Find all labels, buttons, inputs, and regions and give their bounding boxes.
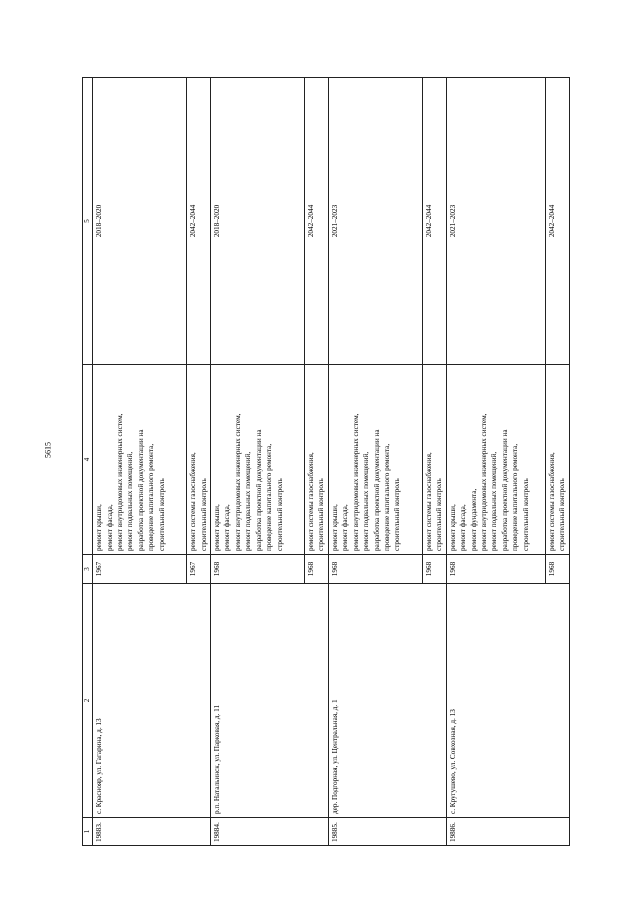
address-cell: дер. Подгорная, ул. Центральная, д. 1 (328, 584, 446, 818)
period-cell: 2018–2020 (210, 78, 304, 365)
work-item: ремонт внутридомовых инженерных систем, (351, 413, 360, 551)
column-header: 5 (83, 78, 93, 365)
period-cell: 2042–2044 (304, 78, 328, 365)
work-item: разработка проектной документации на (372, 429, 381, 551)
work-item: ремонт внутридомовых инженерных систем, (115, 413, 124, 551)
document-table-area (82, 78, 567, 846)
row-number: 19886. (446, 818, 569, 846)
page-number: 5615 (43, 442, 53, 458)
work-item: строительный контроль (157, 478, 166, 551)
period-cell: 2042–2044 (545, 78, 569, 365)
works-cell (545, 365, 569, 555)
work-item: разработка проектной документации на (254, 429, 263, 551)
row-number: 19883. (93, 818, 211, 846)
work-item: ремонт системы газоснабжения, (189, 452, 198, 551)
year-built-cell: 1968 (328, 555, 422, 584)
work-item: разработка проектной документации на (500, 429, 509, 551)
work-item: проведение капитального ремонта, (511, 443, 520, 551)
column-header: 3 (83, 555, 93, 584)
period-cell: 2021–2023 (446, 78, 545, 365)
work-item: ремонт крыши, (212, 504, 221, 551)
address-cell: с. Краснояр, ул. Гагарина, д. 13 (93, 584, 211, 818)
table-body (83, 78, 570, 846)
works-cell (328, 365, 422, 555)
work-item: проведение капитального ремонта, (383, 443, 392, 551)
year-built-cell: 1967 (93, 555, 187, 584)
work-item: ремонт внутридомовых инженерных систем, (233, 413, 242, 551)
period-cell: 2021–2023 (328, 78, 422, 365)
table-row (93, 78, 187, 846)
work-item: строительный контроль (275, 478, 284, 551)
year-built-cell: 1968 (304, 555, 328, 584)
works-cell (210, 365, 304, 555)
work-item: строительный контроль (393, 478, 402, 551)
address-cell: р.п. Натальинск, ул. Парковая, д. 11 (210, 584, 328, 818)
table-row (210, 78, 304, 846)
work-item: ремонт подвальных помещений, (362, 451, 371, 551)
year-built-cell: 1968 (545, 555, 569, 584)
work-item: ремонт подвальных помещений, (126, 451, 135, 551)
column-number-row (83, 78, 93, 846)
period-cell: 2018–2020 (93, 78, 187, 365)
works-cell (187, 365, 211, 555)
repair-schedule-table (82, 77, 570, 846)
work-item: ремонт системы газоснабжения, (424, 452, 433, 551)
address-cell: с. Кругушево, ул. Совхозная, д. 13 (446, 584, 569, 818)
row-number: 19885. (328, 818, 446, 846)
work-item: разработка проектной документации на (136, 429, 145, 551)
work-item: ремонт крыши, (330, 504, 339, 551)
work-item: ремонт фасада, (223, 504, 232, 551)
works-cell (422, 365, 446, 555)
work-item: ремонт фасада, (105, 504, 114, 551)
year-built-cell: 1968 (210, 555, 304, 584)
work-item: строительный контроль (435, 478, 444, 551)
work-item: ремонт подвальных помещений, (244, 451, 253, 551)
rotated-table-frame (82, 78, 567, 846)
work-item: ремонт крыши, (95, 504, 104, 551)
work-item: проведение капитального ремонта, (147, 443, 156, 551)
work-item: ремонт системы газоснабжения, (306, 452, 315, 551)
work-item: ремонт фундамента, (469, 488, 478, 551)
table-row (328, 78, 422, 846)
works-cell (93, 365, 187, 555)
year-built-cell: 1968 (446, 555, 545, 584)
work-item: строительный контроль (558, 478, 567, 551)
column-header: 1 (83, 818, 93, 846)
year-built-cell: 1967 (187, 555, 211, 584)
work-item: ремонт системы газоснабжения, (547, 452, 556, 551)
period-cell: 2042–2044 (187, 78, 211, 365)
column-header: 2 (83, 584, 93, 818)
work-item: строительный контроль (199, 478, 208, 551)
work-item: ремонт подвальных помещений, (490, 451, 499, 551)
work-item: ремонт крыши, (448, 504, 457, 551)
work-item: ремонт фасада, (341, 504, 350, 551)
column-header: 4 (83, 365, 93, 555)
work-item: строительный контроль (317, 478, 326, 551)
table-row (446, 78, 545, 846)
year-built-cell: 1968 (422, 555, 446, 584)
row-number: 19884. (210, 818, 328, 846)
work-item: ремонт внутридомовых инженерных систем, (480, 413, 489, 551)
works-cell (304, 365, 328, 555)
work-item: строительный контроль (521, 478, 530, 551)
work-item: проведение капитального ремонта, (265, 443, 274, 551)
work-item: ремонт фасада, (459, 504, 468, 551)
works-cell (446, 365, 545, 555)
period-cell: 2042–2044 (422, 78, 446, 365)
